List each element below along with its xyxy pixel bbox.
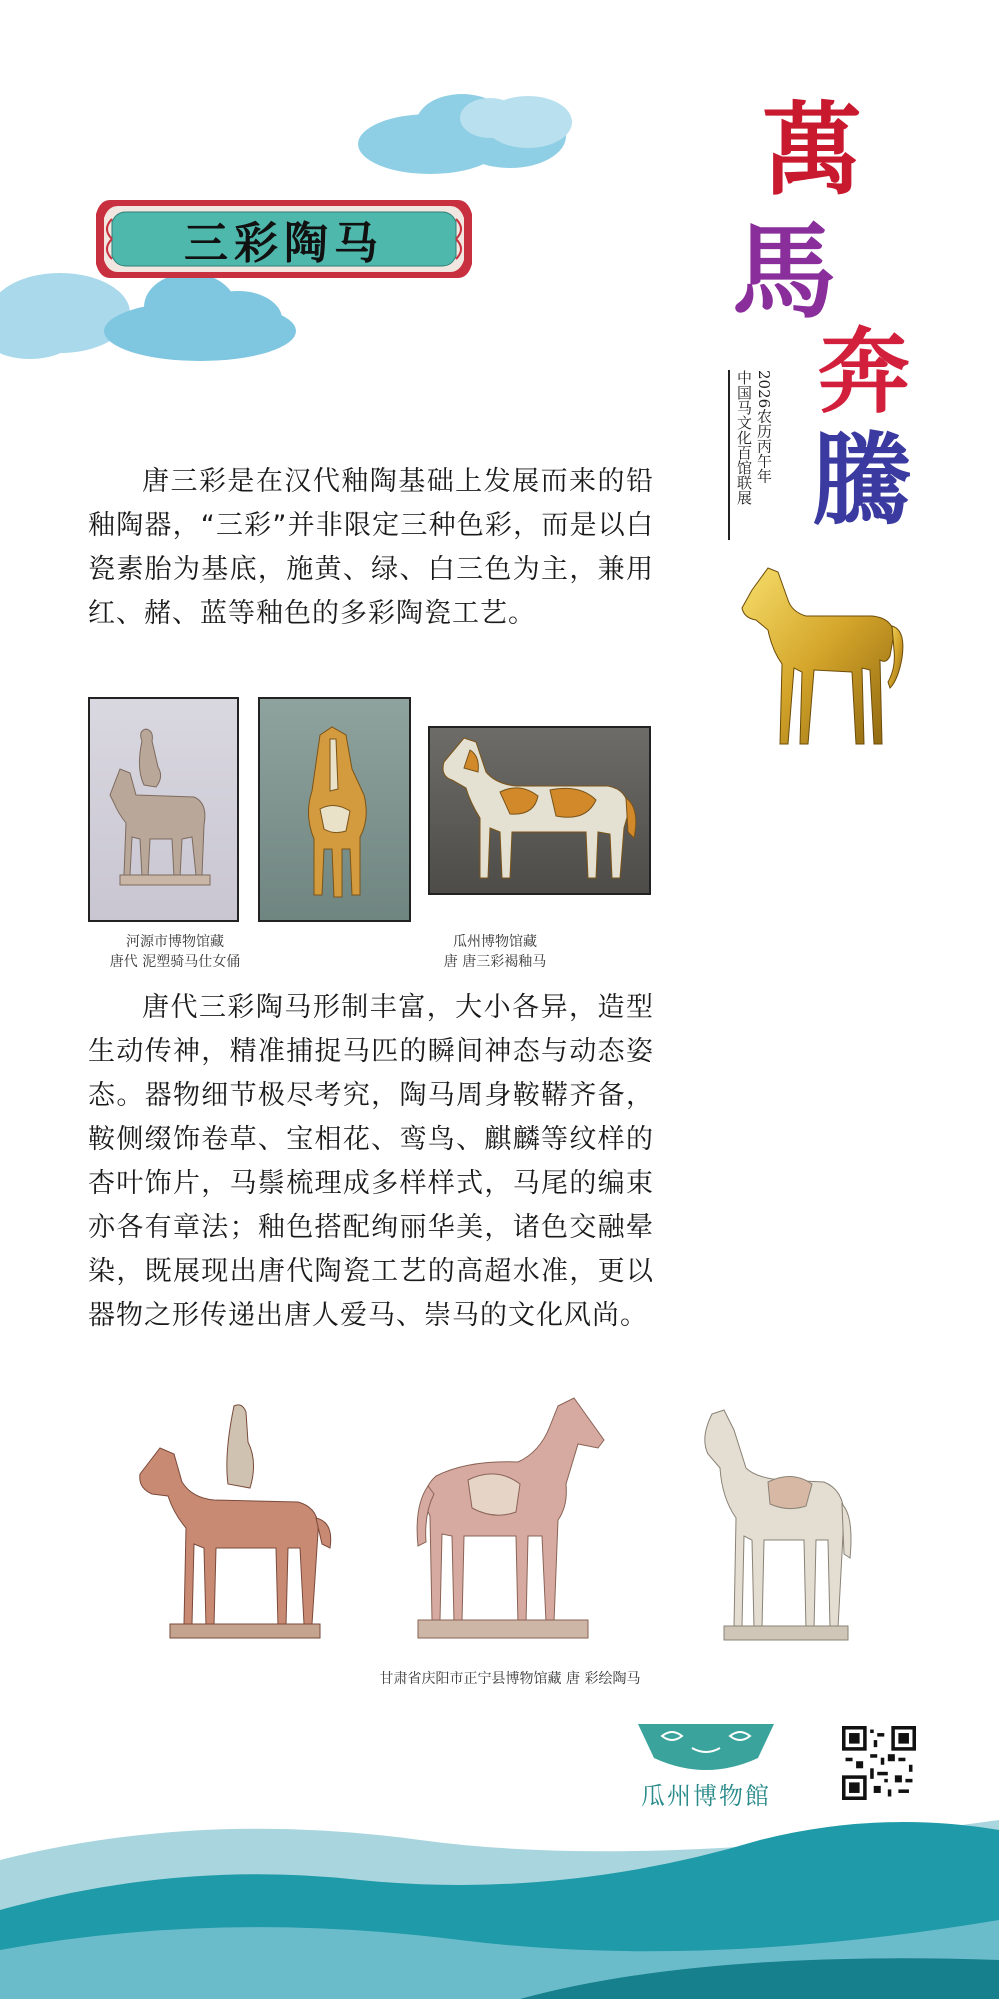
exhibition-subtitle-year: 2026农历丙午年 bbox=[755, 370, 773, 484]
exhibition-title bbox=[720, 91, 940, 580]
intro-paragraph: 唐三彩是在汉代釉陶基础上发展而来的铅釉陶器，“三彩”并非限定三种色彩，而是以白瓷素胎为基底，施黄、绿、白三色为主，兼用红、赭、蓝等釉色的多彩陶瓷工艺。 bbox=[88, 466, 654, 629]
caption-right-museum: 瓜州博物馆藏 bbox=[453, 934, 537, 950]
title-char-ma: 馬 bbox=[732, 210, 837, 333]
painted-horse-large bbox=[408, 1396, 613, 1661]
golden-horse-image bbox=[722, 560, 912, 750]
exhibition-subtitle-name: 中国马文化百馆联展 bbox=[735, 370, 753, 505]
photo-riding-figure bbox=[88, 697, 239, 922]
museum-name: 瓜州博物館 bbox=[641, 1782, 771, 1810]
title-char-wan: 萬 bbox=[762, 91, 862, 209]
title-char-ben: 奔 bbox=[818, 318, 911, 426]
museum-logo bbox=[632, 1718, 780, 1808]
qr-code-icon[interactable] bbox=[842, 1726, 916, 1800]
exhibition-subtitle bbox=[728, 370, 774, 540]
title-char-teng: 騰 bbox=[812, 421, 912, 539]
caption-left-museum: 河源市博物馆藏 bbox=[126, 934, 224, 950]
detail-paragraph: 唐代三彩陶马形制丰富，大小各异，造型生动传神，精准捕捉马匹的瞬间神态与动态姿态。器物细节极尽考究，陶马周身鞍鞯齐备，鞍侧缀饰卷草、宝相花、鸾鸟、麒麟等纹样的杏叶饰片，马鬃梳理成多样样式，马尾的编束亦各有章法；釉色搭配绚丽华美，诸色交融晕染，既展现出唐代陶瓷工艺的高超水准，更以器物之形传递出唐人爱马、崇马的文化风尚。 bbox=[88, 992, 654, 1331]
cloud-top bbox=[350, 88, 580, 180]
caption-left bbox=[70, 932, 280, 972]
caption-right bbox=[400, 932, 590, 972]
photo-glazed-horse-front bbox=[258, 697, 411, 922]
title-banner bbox=[92, 196, 476, 282]
bottom-caption: 甘肃省庆阳市正宁县博物馆藏 唐 彩绘陶马 bbox=[379, 1671, 641, 1687]
banner-title: 三彩陶马 bbox=[184, 218, 384, 269]
painted-horse-white bbox=[698, 1408, 858, 1658]
caption-right-item: 唐 唐三彩褐釉马 bbox=[443, 954, 547, 970]
decorative-waves bbox=[0, 1800, 999, 1999]
photo-brown-glazed-horse bbox=[428, 726, 651, 895]
painted-horse-with-rider bbox=[130, 1398, 345, 1663]
caption-left-item: 唐代 泥塑骑马仕女俑 bbox=[109, 954, 241, 970]
